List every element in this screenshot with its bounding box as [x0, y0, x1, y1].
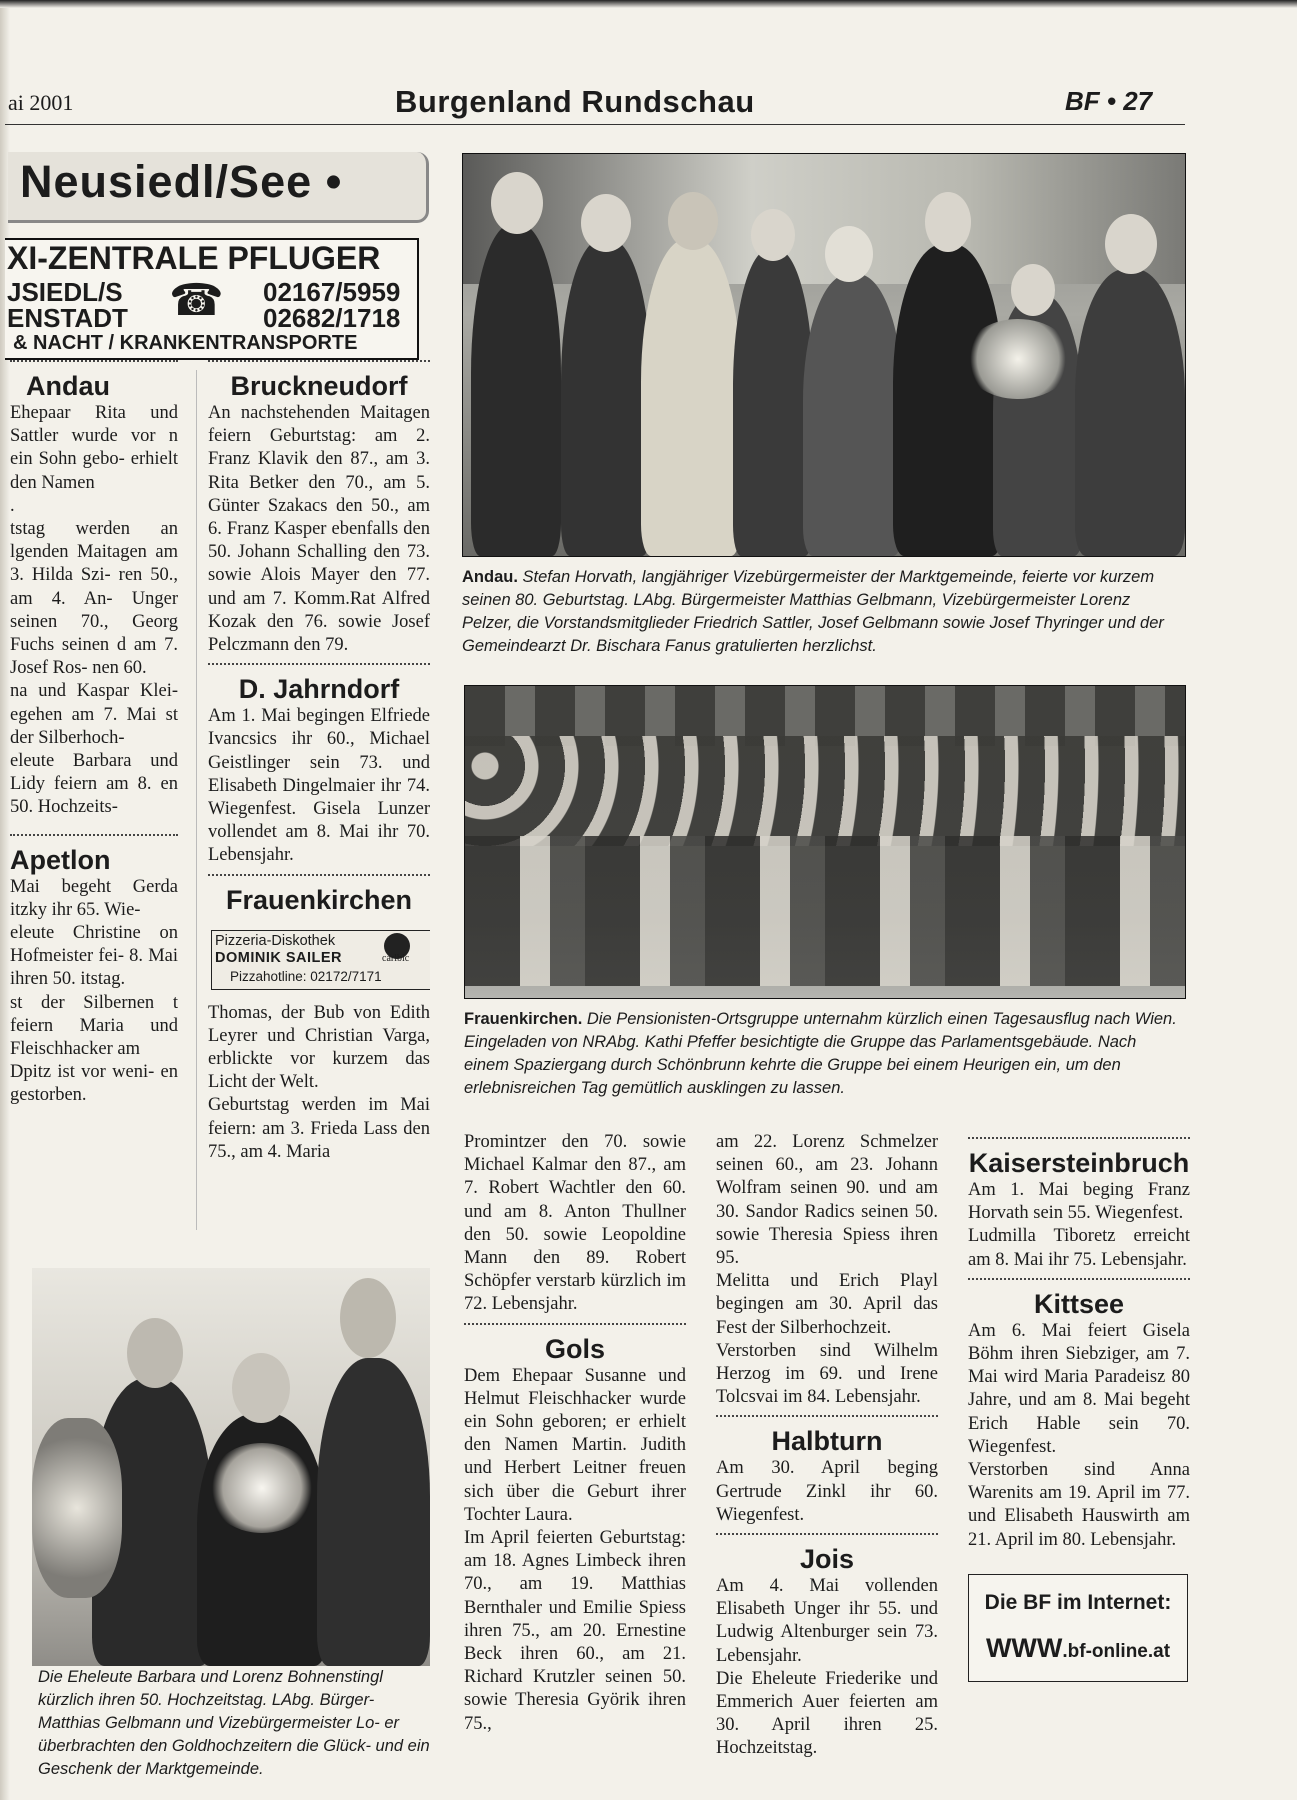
bf-internet-title: Die BF im Internet:	[984, 1590, 1172, 1614]
photo-bouquet	[207, 1443, 317, 1533]
photo-andau-group	[462, 153, 1186, 557]
photo-person	[1075, 269, 1185, 556]
photo-face	[751, 209, 795, 261]
telephone-icon: ☎	[169, 276, 224, 325]
caption-frauenkirchen-text: Die Pensionisten-Ortsgruppe unternahm kürzlich einen Tagesausflug nach Wien. Eingeladen von NRAbg. Kathi Pfeffer besichtigte die Gruppe das Parlamentsgebäude. Nach einem Spaziergang durch Schönbrunn kehrte die Gruppe bei einem Heurigen ein, um den erlebnisreichen Tag gemütlich ausklingen zu lassen.	[464, 1010, 1177, 1097]
text-frauenkirchen: Thomas, der Bub von Edith Leyrer und Christian Varga, erblickte vor kurzem das Licht der Welt. Geburtstag werden im Mai feiern: am 3. Frieda Lass den 75., am 4. Maria	[208, 1002, 430, 1162]
caption-andau-text: Stefan Horvath, langjähriger Vizebürgermeister der Marktgemeinde, feierte vor kurzem seinen 80. Geburtstag. LAbg. Bürgermeister Matthias Gelbmann, Vizebürgermeister Lorenz Pelzer, die Vorstandsmitglieder Friedrich Sattler, Josef Gelbmann sowie Josef Thyringer und der Gemeindearzt Dr. Bischara Fanus gratulierten herzlichst.	[462, 568, 1164, 655]
taxi-ad-line4: & NACHT / KRANKENTRANSPORTE	[13, 332, 358, 354]
photo-crowd-front	[465, 836, 1185, 986]
photo-crowd	[465, 736, 1185, 846]
column-1	[10, 360, 178, 1260]
photo-face	[1105, 214, 1157, 274]
photo-face	[1011, 264, 1055, 316]
column-5	[968, 1131, 1190, 1791]
pizzeria-ad-line1: Pizzeria-Diskothek	[215, 932, 336, 949]
divider	[464, 1323, 686, 1325]
photo-face	[668, 192, 718, 250]
bf-internet-url-www: WWW	[985, 1632, 1063, 1663]
photo-wall	[463, 154, 1185, 284]
photo-person	[893, 244, 1003, 556]
taxi-ad	[5, 238, 419, 360]
caption-frauenkirchen	[464, 1008, 1184, 1100]
heading-andau: Andau	[26, 371, 110, 401]
section-title: Neusiedl/See •	[20, 156, 343, 207]
text-halbturn: Am 30. April beging Gertrude Zinkl ihr 60. Wiegenfest.	[716, 1458, 938, 1525]
photo-face	[581, 194, 631, 252]
photo-person	[561, 239, 651, 556]
text-andau: Ehepaar Rita und Sattler wurde vor n ein Sohn gebo- erhielt den Namen . tstag werden an lgenden Maitagen am 3. Hilda Szi- ren 50., am 4. An- Unger seinen 70., Georg Fuchs seinen d am 7. Josef Ros- nen 60. na und Kaspar Klei- egehen am 7. Mai st der Silberhoch- eleute Barbara und Lidy feiern am 8. en 50. Hochzeits-	[10, 403, 178, 818]
text-jois: Am 4. Mai vollenden Elisabeth Unger ihr 55. und Ludwig Altenburger sein 73. Lebensjahr. Die Eheleute Friederike und Emmerich Auer feierten am 30. April ihren 25. Hochzeitstag.	[716, 1576, 938, 1759]
taxi-ad-line3-left: ENSTADT	[7, 303, 128, 333]
text-apetlon: Mai begeht Gerda itzky ihr 65. Wie- eleute Christine on Hofmeister fei- 8. Mai ihren 50. itstag. st der Silbernen t feiern Maria und Fleischhacker am Dpitz ist vor weni- en gestorben.	[10, 876, 178, 1106]
pizzeria-ad-line3: Pizzahotline: 02172/7171	[230, 968, 382, 984]
text-bruckneudorf: An nachstehenden Maitagen feiern Geburtstag: am 2. Franz Klavik den 87., am 3. Rita Betker den 70., am 5. Günter Szakacs den 50., am 6. Franz Kasper ebenfalls den 50. Johann Schalling den 73. sowie Alois Mayer den 77. und am 7. Komm.Rat Alfred Kozak den 76. sowie Josef Pelczmann den 79.	[208, 403, 430, 656]
heading-apetlon: Apetlon	[10, 844, 111, 875]
heading-bruckneudorf: Bruckneudorf	[230, 371, 408, 401]
bf-internet-box	[968, 1574, 1188, 1682]
photo-person	[641, 239, 741, 556]
heading-gols: Gols	[544, 1333, 605, 1364]
pizzeria-ad-line2: DOMINIK SAILER	[215, 949, 343, 966]
text-d-jahrndorf: Am 1. Mai begingen Elfriede Ivancsics ihr 60., Michael Geistlinger sein 73. und Elisabeth Dingelmaier ihr 74. Wiegenfest. Gisela Lunzer vollendet am 8. Mai ihr 70. Lebensjahr.	[208, 706, 430, 866]
photo-face	[491, 172, 543, 234]
header-page: BF • 27	[1065, 86, 1153, 116]
divider	[968, 1137, 1190, 1139]
text-intro-col4: am 22. Lorenz Schmelzer seinen 60., am 23. Johann Wolfram seinen 90. und am 30. Sandor Radics seinen 50. sowie Theresia Spiess ihren 95. Melitta und Erich Playl begingen am 30. April das Fest der Silberhochzeit. Verstorben sind Wilhelm Herzog im 69. und Irene Tolcsvai im 84. Lebensjahr.	[716, 1132, 938, 1408]
heading-kittsee: Kittsee	[1033, 1288, 1125, 1319]
photo-face	[232, 1353, 290, 1423]
divider	[10, 834, 178, 836]
divider	[208, 360, 430, 362]
heading-halbturn: Halbturn	[771, 1426, 883, 1457]
bf-internet-url-domain: .bf-online.at	[1062, 1640, 1171, 1662]
photo-face	[340, 1278, 396, 1358]
header-rule	[5, 124, 1185, 125]
bf-internet-url[interactable]	[969, 1633, 1187, 1664]
photo-flowers	[963, 319, 1073, 399]
caption-andau	[462, 566, 1184, 658]
text-gols: Dem Ehepaar Susanne und Helmut Fleischhacker wurde ein Sohn geboren; er erhielt den Namen Martin. Judith und Herbert Leitner freuen sich über die Geburt ihrer Tochter Laura. Im April feierten Geburtstag: am 18. Agnes Limbeck ihren 70., am 19. Matthias Bernthaler und Emilie Spiess ihren 75., am 20. Ernestine Beck ihren 60., am 21. Richard Krutzler seinen 50. sowie Theresia Györik ihren 75.,	[464, 1365, 686, 1734]
heading-kaisersteinbruch: Kaisersteinbruch	[968, 1148, 1190, 1178]
photo-person	[471, 224, 561, 556]
taxi-ad-line2-right: 02167/5959	[263, 277, 401, 307]
divider	[716, 1415, 938, 1417]
photo-frauenkirchen-group	[464, 685, 1186, 999]
photo-person	[733, 249, 813, 556]
taxi-ad-line2-left: JSIEDL/S	[7, 277, 123, 307]
text-kaisersteinbruch: Am 1. Mai beging Franz Horvath sein 55. Wiegenfest. Ludmilla Tiboretz erreicht am 8. Mai ihr 75. Lebensjahr.	[968, 1180, 1190, 1270]
column-2	[208, 360, 430, 1240]
photo-basket	[32, 1418, 122, 1598]
heading-jois: Jois	[799, 1544, 855, 1575]
text-kittsee: Am 6. Mai feiert Gisela Böhm ihren Siebziger, am 7. Mai wird Maria Paradeisz 80 Jahre, und am 8. Mai begeht Erich Hable sein 70. Wiegenfest. Verstorben sind Anna Warenits am 19. April im 77. und Elisabeth Hauswirth am 21. April im 80. Lebensjahr.	[968, 1320, 1190, 1550]
column-4	[716, 1131, 938, 1791]
text-intro-col3: Promintzer den 70. sowie Michael Kalmar den 87., am 7. Robert Wachtler den 60. und am 8. Anton Thullner den 50. sowie Leopoldine Mann den 89. Robert Schöpfer verstarb kürzlich im 72. Lebensjahr.	[464, 1132, 686, 1315]
divider	[208, 663, 430, 665]
taxi-ad-line3-right: 02682/1718	[263, 303, 401, 333]
photo-face	[127, 1318, 183, 1388]
column-rule	[196, 370, 197, 1230]
caption-bohnenstingl: Die Eheleute Barbara und Lorenz Bohnenstingl kürzlich ihren 50. Hochzeitstag. LAbg. Bürger- Matthias Gelbmann und Vizebürgermeister Lo- er überbrachten den Goldhochzeitern die Glück- und ein Geschenk der Marktgemeinde.	[38, 1668, 430, 1778]
pizzeria-ad	[211, 930, 430, 990]
heading-d-jahrndorf: D. Jahrndorf	[238, 674, 400, 705]
photo-face	[925, 192, 971, 252]
photo-bohnenstingl	[32, 1268, 430, 1666]
pizzeria-ad-logo-text: carlbic	[382, 952, 410, 964]
photo-face	[825, 226, 873, 282]
heading-frauenkirchen: Frauenkirchen	[225, 884, 413, 915]
caption-frauenkirchen-lead: Frauenkirchen.	[464, 1010, 583, 1028]
top-edge	[0, 0, 1297, 8]
divider	[208, 874, 430, 876]
header-date: ai 2001	[8, 90, 74, 115]
photo-person	[317, 1358, 430, 1666]
column-3	[464, 1131, 686, 1791]
caption-andau-lead: Andau.	[462, 568, 518, 586]
divider	[10, 360, 178, 362]
divider	[716, 1533, 938, 1535]
divider	[968, 1278, 1190, 1280]
taxi-ad-line1: XI-ZENTRALE PFLUGER	[7, 240, 381, 276]
photo-person	[803, 274, 903, 556]
header-title: Burgenland Rundschau	[395, 84, 755, 119]
